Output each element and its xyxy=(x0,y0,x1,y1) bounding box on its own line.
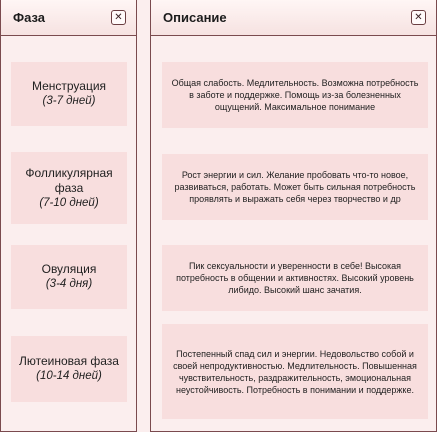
phase-name: Фолликулярная фаза xyxy=(25,165,113,195)
phase-name: Овуляция xyxy=(41,262,97,276)
phase-cell-menstruation xyxy=(11,62,127,126)
description-text: Пик сексуальности и уверенности в себе! Высокая потребность в общении и активностях. Высокий уровень либидо. Высокий шанс зачатия. xyxy=(176,261,414,295)
description-cell-luteal xyxy=(162,324,428,419)
phase-column-close-button[interactable] xyxy=(111,10,126,25)
close-icon: ✕ xyxy=(114,11,123,23)
phase-days: (3-4 дня) xyxy=(45,278,93,290)
description-cell-ovulation xyxy=(162,245,428,311)
phase-column-header xyxy=(1,0,136,36)
phase-name: Менструация xyxy=(31,79,107,93)
phase-cell-follicular xyxy=(11,152,127,224)
description-column-header xyxy=(151,0,436,36)
description-cell-menstruation xyxy=(162,62,428,128)
phase-days: (10-14 дней) xyxy=(36,370,102,382)
close-icon: ✕ xyxy=(414,11,423,23)
description-column xyxy=(150,0,437,432)
phase-cell-luteal xyxy=(11,336,127,402)
phase-days: (3-7 дней) xyxy=(42,95,96,107)
phase-name: Лютеиновая фаза xyxy=(19,354,119,368)
description-text: Общая слабость. Медлительность. Возможна потребность в заботе и поддержке. Помощь из-за болезненных ощущений. Максимальное понимание xyxy=(171,78,419,112)
description-text: Постепенный спад сил и энергии. Недовольство собой и своей непродуктивностью. Медлительность. Повышенная чувствительность, раздражительность, эмоциональная неустойчивость. Потребность в понимании и поддержке. xyxy=(173,348,417,395)
description-cell-follicular xyxy=(162,154,428,220)
phase-column-title: Фаза xyxy=(13,10,46,25)
description-text: Рост энергии и сил. Желание пробовать что-то новое, развиваться, работать. Может быть сильная потребность проявлять и выражать себя через творчество и др xyxy=(174,170,416,204)
phase-days: (7-10 дней) xyxy=(39,196,99,209)
description-column-close-button[interactable] xyxy=(411,10,426,25)
phase-cell-ovulation xyxy=(11,245,127,309)
description-column-title: Описание xyxy=(163,10,227,25)
phase-column xyxy=(0,0,137,432)
